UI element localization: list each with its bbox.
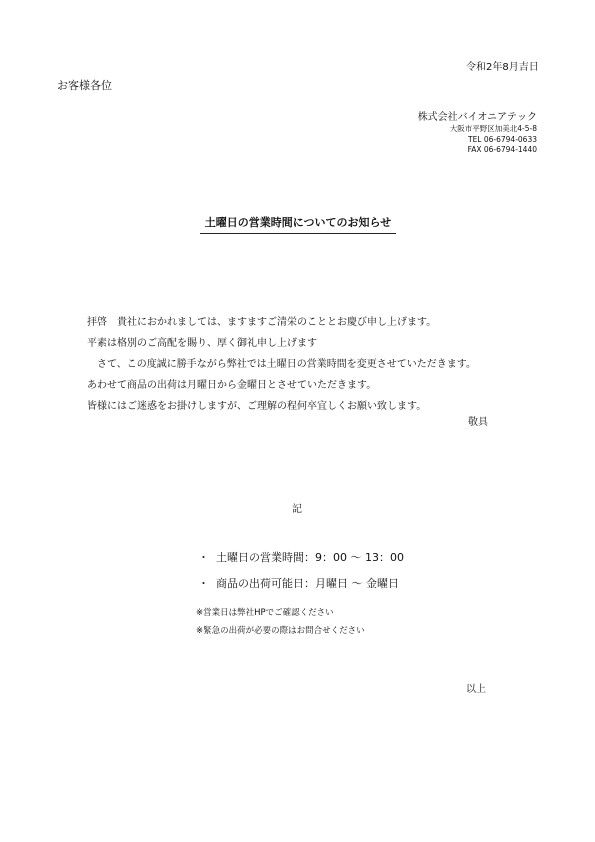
company-address: 大阪市平野区加美北4-5-8 [449,124,537,133]
company-tel: TEL 06-6794-0633 [467,134,537,144]
bullet: ・ [198,551,209,564]
body-text [87,312,476,417]
closing-ijou: 以上 [466,684,486,695]
body-line: 皆様にはご迷惑をお掛けしますが、ご理解の程何卒宜しくお願い致します。 [87,401,427,412]
recipient: お客様各位 [57,79,112,92]
document-title: 土曜日の営業時間についてのお知らせ [200,214,396,234]
list-item [198,571,404,597]
item-text: 商品の出荷可能日：月曜日 ～ 金曜日 [216,577,399,590]
body-line: 拝啓 貴社におかれましては、ますますご清栄のこととお慶び申し上げます。 [87,317,437,328]
body-line: さて、この度誠に勝手ながら弊社では土曜日の営業時間を変更させていただきます。 [87,359,476,370]
body-line: あわせて商品の出荷は月曜日から金曜日とさせていただきます。 [87,380,377,391]
bullet: ・ [198,577,209,590]
document-date: 令和2年8月吉日 [466,62,539,73]
list-item [198,545,404,571]
closing-keigu: 敬具 [468,417,488,428]
ki-heading: 記 [292,504,302,515]
note-line: ※緊急の出荷が必要の際はお問合せください [196,626,365,636]
body-line: 平素は格別のご高配を賜り、厚く御礼申し上げます [87,338,317,349]
company-name: 株式会社バイオニアテック [417,112,537,123]
item-text: 土曜日の営業時間：9：00 ～ 13：00 [216,551,404,564]
notes [196,604,365,640]
note-line: ※営業日は弊社HPでご確認ください [196,608,334,618]
item-list [198,545,404,597]
sender-block [418,111,537,156]
company-fax: FAX 06-6794-1440 [467,145,537,154]
